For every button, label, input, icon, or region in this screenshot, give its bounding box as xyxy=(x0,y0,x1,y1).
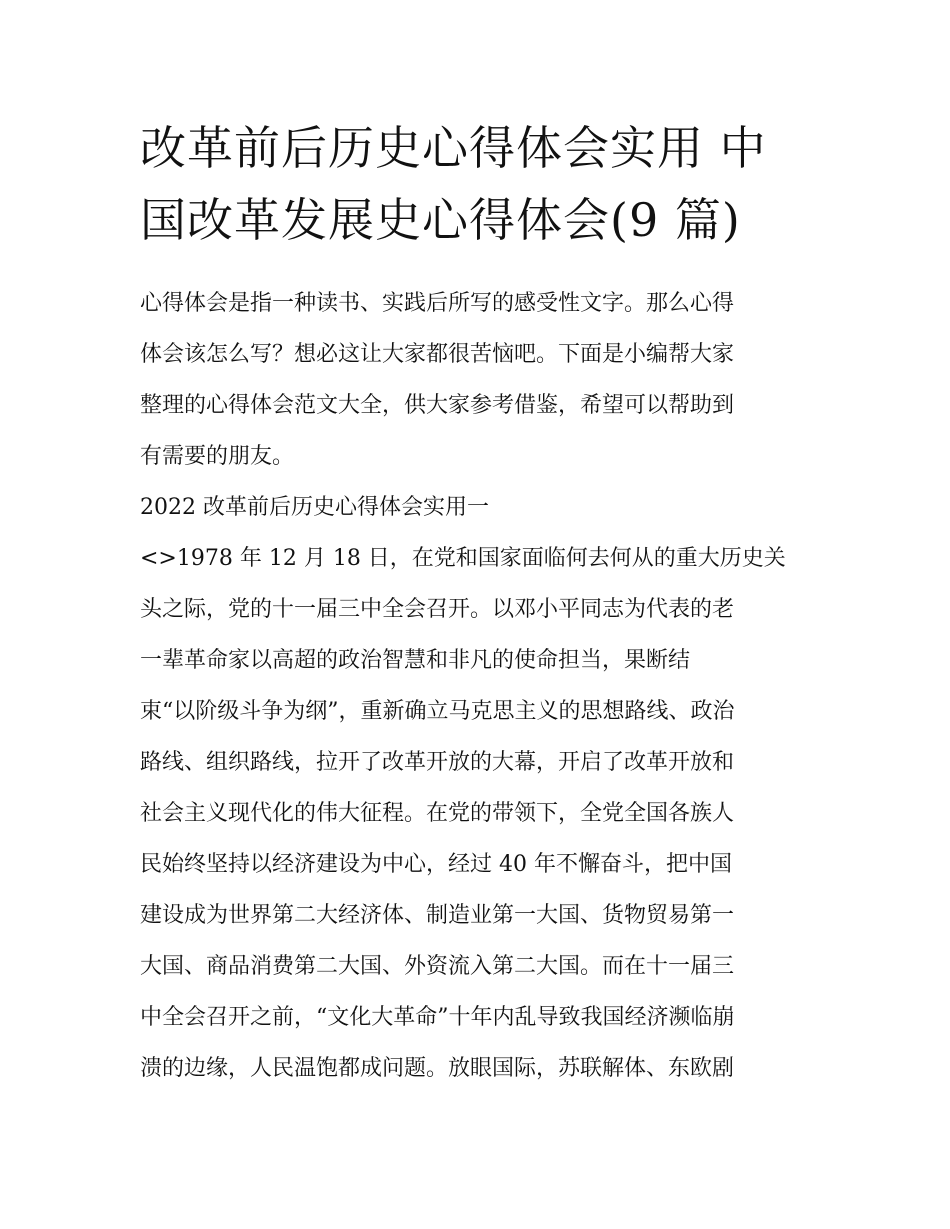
main-paragraph xyxy=(140,533,812,1094)
intro-line: 体会该怎么写？想必这让大家都很苦恼吧。下面是小编帮大家 xyxy=(140,342,735,367)
title-line-1: 改革前后历史心得体会实用 中 xyxy=(140,121,767,175)
paragraph-line: 路线、组织路线，拉开了改革开放的大幕，开启了改革开放和 xyxy=(140,750,735,775)
paragraph-line: 社会主义现代化的伟大征程。在党的带领下，全党全国各族人 xyxy=(140,801,735,826)
intro-line: 心得体会是指一种读书、实践后所写的感受性文字。那么心得 xyxy=(140,291,735,316)
document-body xyxy=(140,278,812,1094)
title-line-2: 国改革发展史心得体会(9 篇) xyxy=(140,193,741,247)
paragraph-line: 民始终坚持以经济建设为中心，经过 40 年不懈奋斗，把中国 xyxy=(140,852,732,877)
document-title xyxy=(140,112,812,256)
paragraph-line: 中全会召开之前，“文化大革命”十年内乱导致我国经济濒临崩 xyxy=(140,1005,735,1030)
paragraph-line: 建设成为世界第二大经济体、制造业第一大国、货物贸易第一 xyxy=(140,903,735,928)
intro-line: 有需要的朋友。 xyxy=(140,444,295,469)
paragraph-line: 束“以阶级斗争为纲”，重新确立马克思主义的思想路线、政治 xyxy=(140,699,735,724)
paragraph-line: 大国、商品消费第二大国、外资流入第二大国。而在十一届三 xyxy=(140,954,735,979)
paragraph-line: 头之际，党的十一届三中全会召开。以邓小平同志为代表的老 xyxy=(140,597,735,622)
document-page xyxy=(140,112,812,1094)
intro-line: 整理的心得体会范文大全，供大家参考借鉴，希望可以帮助到 xyxy=(140,393,735,418)
section-heading: 2022 改革前后历史心得体会实用一 xyxy=(140,495,489,520)
paragraph-line: <>1978 年 12 月 18 日，在党和国家面临何去何从的重大历史关 xyxy=(140,546,786,571)
intro-paragraph xyxy=(140,278,812,482)
paragraph-line: 一辈革命家以高超的政治智慧和非凡的使命担当，果断结 xyxy=(140,648,691,673)
paragraph-line: 溃的边缘，人民温饱都成问题。放眼国际，苏联解体、东欧剧 xyxy=(140,1056,735,1081)
